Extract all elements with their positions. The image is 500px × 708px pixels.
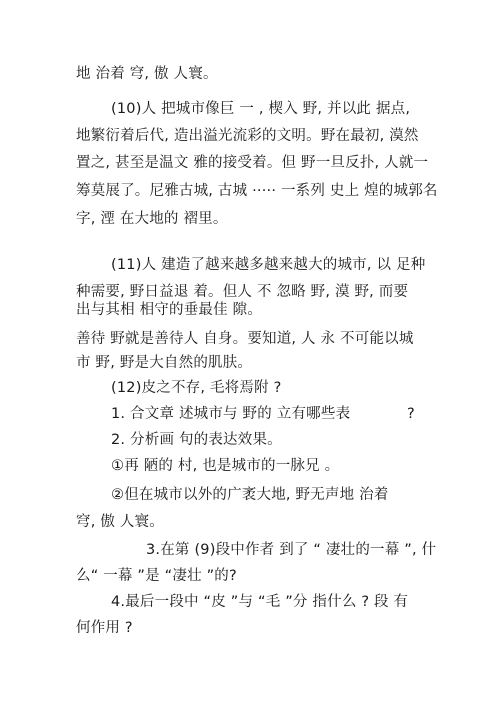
text-line: 置之, 甚至是温文 雅的接受着。但 野一旦反扑, 人就一 [76,155,429,171]
text-line: 1. 合文章 述城市与 野的 立有哪些表 [111,406,351,422]
text-line: (11)人 建造了越来越多越来越大的城市, 以 足种 [111,257,426,273]
text-line: 么“ 一幕 ”是 “凄壮 ”的? [76,568,237,584]
text-line: ? [407,406,415,422]
text-line: 3.在第 (9)段中作者 到了 “ 凄壮的一幕 ”, 什 [146,542,437,558]
text-line: 地 治着 穹, 傲 人寰。 [76,66,218,82]
text-line: 出与其相 相守的垂最佳 隙。 [76,302,263,318]
text-line: 穹, 傲 人寰。 [76,514,164,530]
text-line: 地繁衍着后代, 造出溢光流彩的文明。野在最初, 漠然 [76,128,419,144]
text-line: 市 野, 野是大自然的肌肤。 [76,355,253,371]
text-line: 字, 湮 在大地的 褶里。 [76,211,228,227]
text-line: ①再 陋的 村, 也是城市的一脉兄 。 [111,458,340,474]
text-line: 2. 分析画 句的表达效果。 [111,432,282,448]
text-line: (12)皮之不存, 毛将焉附 ? [111,380,282,396]
text-line: 筹莫展了。尼雅古城, 古城 ····· 一系列 史上 煌的城郭名 [76,183,438,199]
text-line: 何作用 ? [76,620,133,636]
text-line: (10)人 把城市像巨 一 , 楔入 野, 并以此 据点, [111,101,411,117]
text-line: 善待 野就是善待人 自身。要知道, 人 永 不可能以城 [76,331,414,347]
text-line: 4.最后一段中 “皮 ”与 “毛 ”分 指什么 ? 段 有 [111,594,409,610]
text-line: ②但在城市以外的广袤大地, 野无声地 治着 [111,487,389,503]
text-line: 种需要, 野日益退 着。但人 不 忽略 野, 漠 野, 而要 [76,284,409,300]
